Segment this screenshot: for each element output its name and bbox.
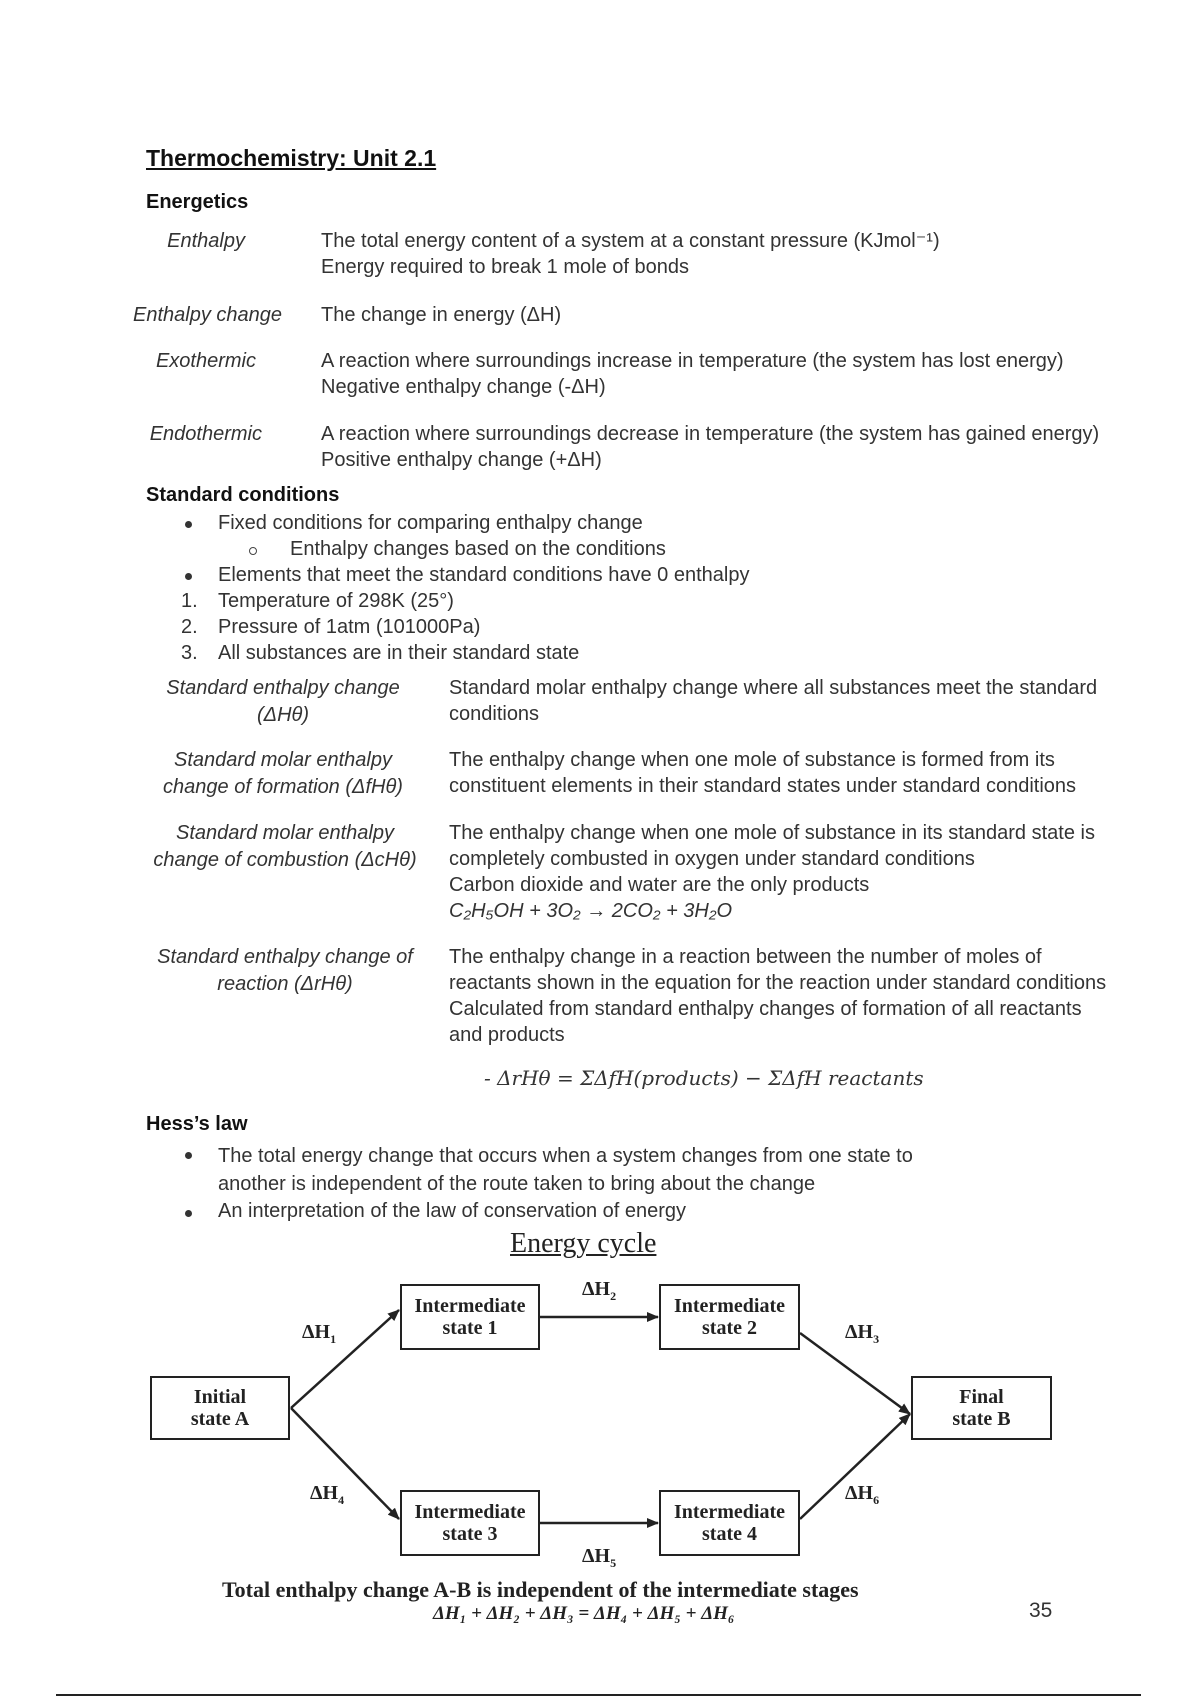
term-enthalpy-reaction: Standard enthalpy change of reaction (ΔrHθ) xyxy=(157,946,413,995)
def-enthalpy-reaction: The enthalpy change in a reaction between the number of moles of reactants shown in the equation for the reaction under standard conditions Calculated from standard enthalpy changes of formation of all reactants and products xyxy=(449,946,1107,1046)
label-dh3: $\Delta H_3$ xyxy=(845,1321,880,1346)
energetics-heading: Energetics xyxy=(146,191,249,213)
arrow-dh4 xyxy=(291,1408,399,1519)
term-enthalpy-combustion: Standard molar enthalpy change of combustion (ΔcHθ) xyxy=(153,822,417,871)
label-dh2: $\Delta H_2$ xyxy=(582,1278,617,1303)
hess-bullet-conservation: An interpretation of the law of conservation of energy xyxy=(218,1200,687,1222)
bullet-fixed-conditions: Fixed conditions for comparing enthalpy change xyxy=(218,512,643,534)
energy-cycle-title: Energy cycle xyxy=(510,1228,657,1259)
sub-bullet-conditions: Enthalpy changes based on the conditions xyxy=(290,538,666,560)
def-enthalpy-formation: The enthalpy change when one mole of substance is formed from its constituent elements in their standard states under standard conditions xyxy=(449,749,1077,797)
def-enthalpy-change: The change in energy (ΔH) xyxy=(321,304,562,326)
box-intermediate-1: Intermediate state 1 xyxy=(400,1284,540,1350)
term-exothermic: Exothermic xyxy=(155,350,256,372)
def-exothermic: A reaction where surroundings increase in temperature (the system has lost energy) Negative enthalpy change (-ΔH) xyxy=(321,350,1064,398)
combustion-equation: C₂H₅OH + 3O₂ → 2CO₂ + 3H₂O xyxy=(449,900,733,922)
box-final-state: Final state B xyxy=(911,1376,1052,1440)
hess-law-heading: Hess’s law xyxy=(146,1113,248,1135)
hess-bullet-energy-change: The total energy change that occurs when a system changes from one state to another is independent of the route taken to bring about the change xyxy=(218,1145,913,1195)
page-title: Thermochemistry: Unit 2.1 xyxy=(146,145,437,171)
term-enthalpy-change: Enthalpy change xyxy=(132,304,282,326)
number-2: 2. xyxy=(181,616,198,638)
box-intermediate-2: Intermediate state 2 xyxy=(659,1284,800,1350)
box-intermediate-4: Intermediate state 4 xyxy=(659,1490,800,1556)
term-enthalpy-formation: Standard molar enthalpy change of formation (ΔfHθ) xyxy=(163,749,403,798)
reaction-enthalpy-formula: - ΔrHθ = ΣΔfH(products) − ΣΔfH reactants xyxy=(484,1066,924,1090)
label-dh6: $\Delta H_6$ xyxy=(845,1482,880,1507)
def-endothermic: A reaction where surroundings decrease in temperature (the system has gained energy) Positive enthalpy change (+ΔH) xyxy=(321,423,1100,471)
def-enthalpy-combustion: The enthalpy change when one mole of substance in its standard state is completely combusted in oxygen under standard conditions Carbon dioxide and water are the only products C₂H₅OH + 3O₂ → 2CO₂ + 3H₂O xyxy=(449,822,1095,922)
numbered-item-state: All substances are in their standard state xyxy=(218,642,580,664)
label-dh1: $\Delta H_1$ xyxy=(302,1321,337,1346)
label-dh4: $\Delta H_4$ xyxy=(310,1482,345,1507)
def-enthalpy: The total energy content of a system at a constant pressure (KJmol⁻¹) Energy required to break 1 mole of bonds xyxy=(321,230,940,278)
label-dh5: $\Delta H_5$ xyxy=(582,1545,617,1570)
standard-conditions-heading: Standard conditions xyxy=(146,484,340,506)
bullet-elements: Elements that meet the standard conditions have 0 enthalpy xyxy=(218,564,750,586)
box-intermediate-3: Intermediate state 3 xyxy=(400,1490,540,1556)
term-standard-enthalpy-change: Standard enthalpy change (ΔHθ) xyxy=(166,677,400,726)
cycle-equation: ΔH₁ + ΔH₂ + ΔH₃ = ΔH₄ + ΔH₅ + ΔH₆ xyxy=(433,1603,735,1624)
def-standard-enthalpy-change: Standard molar enthalpy change where all substances meet the standard conditions xyxy=(449,677,1098,725)
term-endothermic: Endothermic xyxy=(149,423,262,445)
page-number: 35 xyxy=(1029,1599,1053,1622)
numbered-item-pressure: Pressure of 1atm (101000Pa) xyxy=(218,616,481,638)
number-1: 1. xyxy=(181,590,198,612)
bottom-rule xyxy=(56,1694,1141,1696)
number-3: 3. xyxy=(181,642,198,664)
box-initial-state: Initial state A xyxy=(150,1376,290,1440)
term-enthalpy: Enthalpy xyxy=(167,230,245,252)
numbered-item-temperature: Temperature of 298K (25°) xyxy=(218,590,454,612)
cycle-caption: Total enthalpy change A-B is independent of the intermediate stages xyxy=(222,1577,859,1602)
